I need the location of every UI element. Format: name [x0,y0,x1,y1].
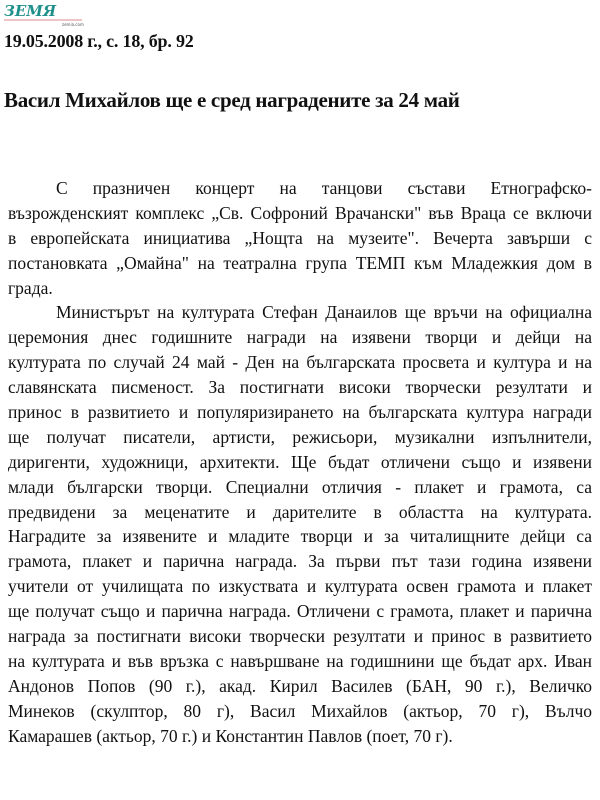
text-line: Министърът на културата Стефан Данаилов ще връчи на официална [56,302,592,323]
article-body [8,176,592,748]
text-line: Камарашев (актьор, 70 г.) и Константин Павлов (поет, 70 г). [8,725,453,746]
text-line: ще получат също и парична награда. Отличени с грамота, плакет и парична [8,601,592,622]
publication-date-line: 19.05.2008 г., с. 18, бр. 92 [4,31,194,51]
text-line: възрожденският комплекс „Св. Софроний Врачански" във Враца се включи [8,202,592,223]
text-line: ще получат писатели, артисти, режисьори, музикални изпълнители, [8,426,592,447]
text-line: в европейската инициатива „Нощта на музеите". Вечерта завърши с [8,227,592,248]
article-paragraph [8,300,592,748]
text-line: славянската писменост. За постигнати високи творчески резултати и [8,377,592,398]
text-line: церемония днес годишните награди на изявени творци и дейци на [8,327,592,348]
text-line: принос в развитието и популяризирането на българската култура награди [8,402,592,423]
text-line: грамота, плакет и парична награда. За първи път тази година изявени [8,551,592,572]
newspaper-logo [2,0,92,28]
svg-text:ЗЕМЯ: ЗЕМЯ [4,2,57,20]
text-line: постановката „Омайна" на театрална група ТЕМП към Младежкия дом в [8,252,592,273]
article-title: Васил Михайлов ще е сред наградените за 24 май [4,88,460,112]
svg-text:zemia.com: zemia.com [62,22,84,27]
text-line: учители от училищата по изкуствата и културата освен грамота и плакет [8,576,592,597]
text-line: С празничен концерт на танцови състави Етнографско- [56,178,592,198]
text-line: културата по случай 24 май - Ден на българската просвета и култура и на [8,352,592,373]
text-line: диригенти, художници, архитекти. Ще бъдат отличени също и изявени [8,451,592,472]
text-line: Андонов Попов (90 г.), акад. Кирил Василев (БАН, 90 г.), Величко [8,675,592,696]
article-paragraph [8,176,592,300]
text-line: на културата и във връзка с навършване на годишнини ще бъдат арх. Иван [8,650,592,671]
text-line: млади български творци. Специални отличия - плакет и грамота, са [8,476,592,497]
text-line: Наградите за изявените и младите творци и за читалищните дейци са [8,526,592,547]
text-line: града. [8,277,53,298]
text-line: предвидени за меценатите и дарителите в областта на културата. [8,501,592,522]
text-line: Минеков (скулптор, 80 г), Васил Михайлов (актьор, 70 г), Вълчо [8,700,592,721]
text-line: награда за постигнати високи творчески резултати и принос в развитието [8,626,592,647]
